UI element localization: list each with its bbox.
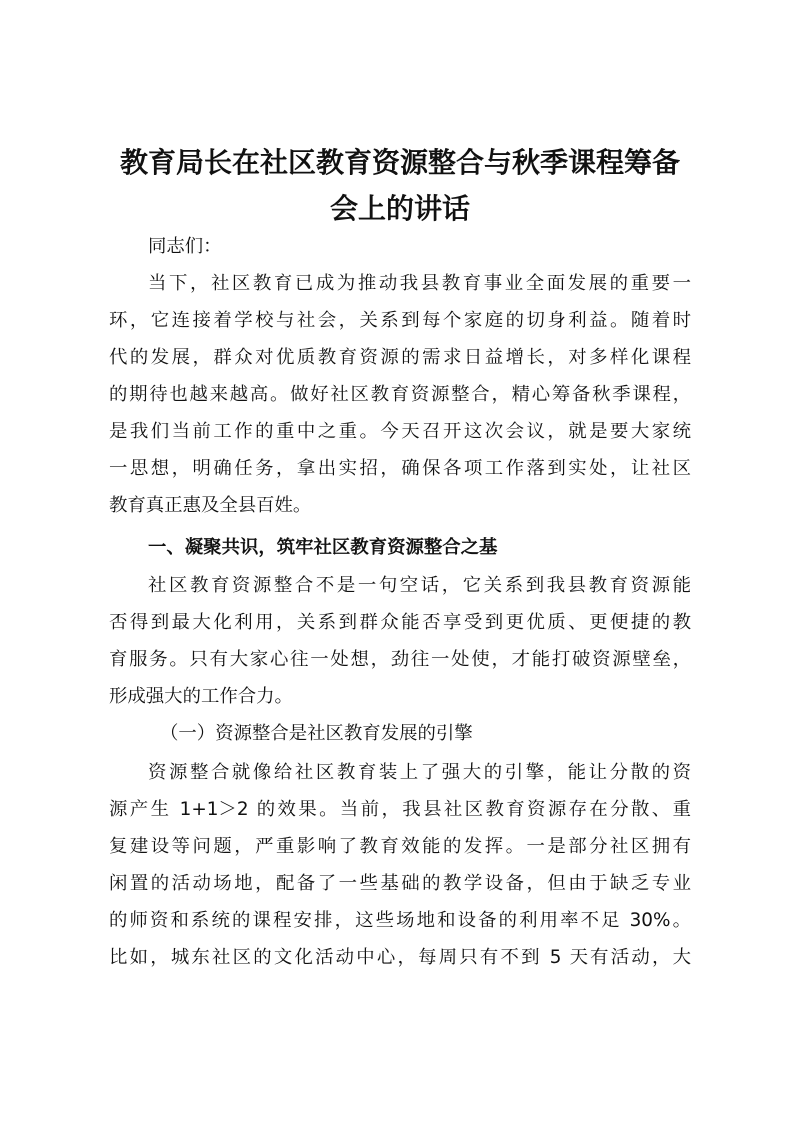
paragraph-2-line-3: 育服务。只有大家心往一处想，劲往一处使，才能打破资源壁垒， xyxy=(109,649,691,670)
paragraph-3-line-2: 源产生 1+1＞2 的效果。当前，我县社区教育资源存在分散、重 xyxy=(109,799,691,820)
section-heading-1: 一、凝聚共识，筑牢社区教育资源整合之基 xyxy=(148,537,498,558)
salutation: 同志们： xyxy=(148,236,222,257)
paragraph-3-line-3: 复建设等问题，严重影响了教育效能的发挥。一是部分社区拥有 xyxy=(109,836,691,857)
paragraph-1-line-4: 的期待也越来越高。做好社区教育资源整合，精心筹备秋季课程， xyxy=(109,384,691,405)
document-title-line-1: 教育局长在社区教育资源整合与秋季课程筹备 xyxy=(119,146,680,179)
paragraph-1-line-6: 一思想，明确任务，拿出实招，确保各项工作落到实处，让社区 xyxy=(109,458,691,479)
paragraph-3-line-4: 闲置的活动场地，配备了一些基础的教学设备，但由于缺乏专业 xyxy=(109,873,691,894)
paragraph-3-line-6: 比如，城东社区的文化活动中心，每周只有不到 5 天有活动，大 xyxy=(109,947,691,968)
subsection-heading-1: （一）资源整合是社区教育发展的引擎 xyxy=(160,723,473,744)
paragraph-2-line-2: 否得到最大化利用，关系到群众能否享受到更优质、更便捷的教 xyxy=(109,612,691,633)
paragraph-1-line-2: 环，它连接着学校与社会，关系到每个家庭的切身利益。随着时 xyxy=(109,310,691,331)
paragraph-3-line-5: 的师资和系统的课程安排，这些场地和设备的利用率不足 30%。 xyxy=(109,910,691,931)
paragraph-1-line-5: 是我们当前工作的重中之重。今天召开这次会议，就是要大家统 xyxy=(109,421,691,442)
paragraph-1-line-7: 教育真正惠及全县百姓。 xyxy=(109,495,312,516)
paragraph-3-line-1: 资源整合就像给社区教育装上了强大的引擎，能让分散的资 xyxy=(148,762,691,783)
paragraph-1-line-3: 代的发展，群众对优质教育资源的需求日益增长，对多样化课程 xyxy=(109,347,691,368)
paragraph-2-line-1: 社区教育资源整合不是一句空话，它关系到我县教育资源能 xyxy=(148,575,691,596)
paragraph-1-line-1: 当下，社区教育已成为推动我县教育事业全面发展的重要一 xyxy=(148,273,691,294)
paragraph-2-line-4: 形成强大的工作合力。 xyxy=(109,686,293,707)
document-title-line-2: 会上的讲话 xyxy=(329,192,470,225)
